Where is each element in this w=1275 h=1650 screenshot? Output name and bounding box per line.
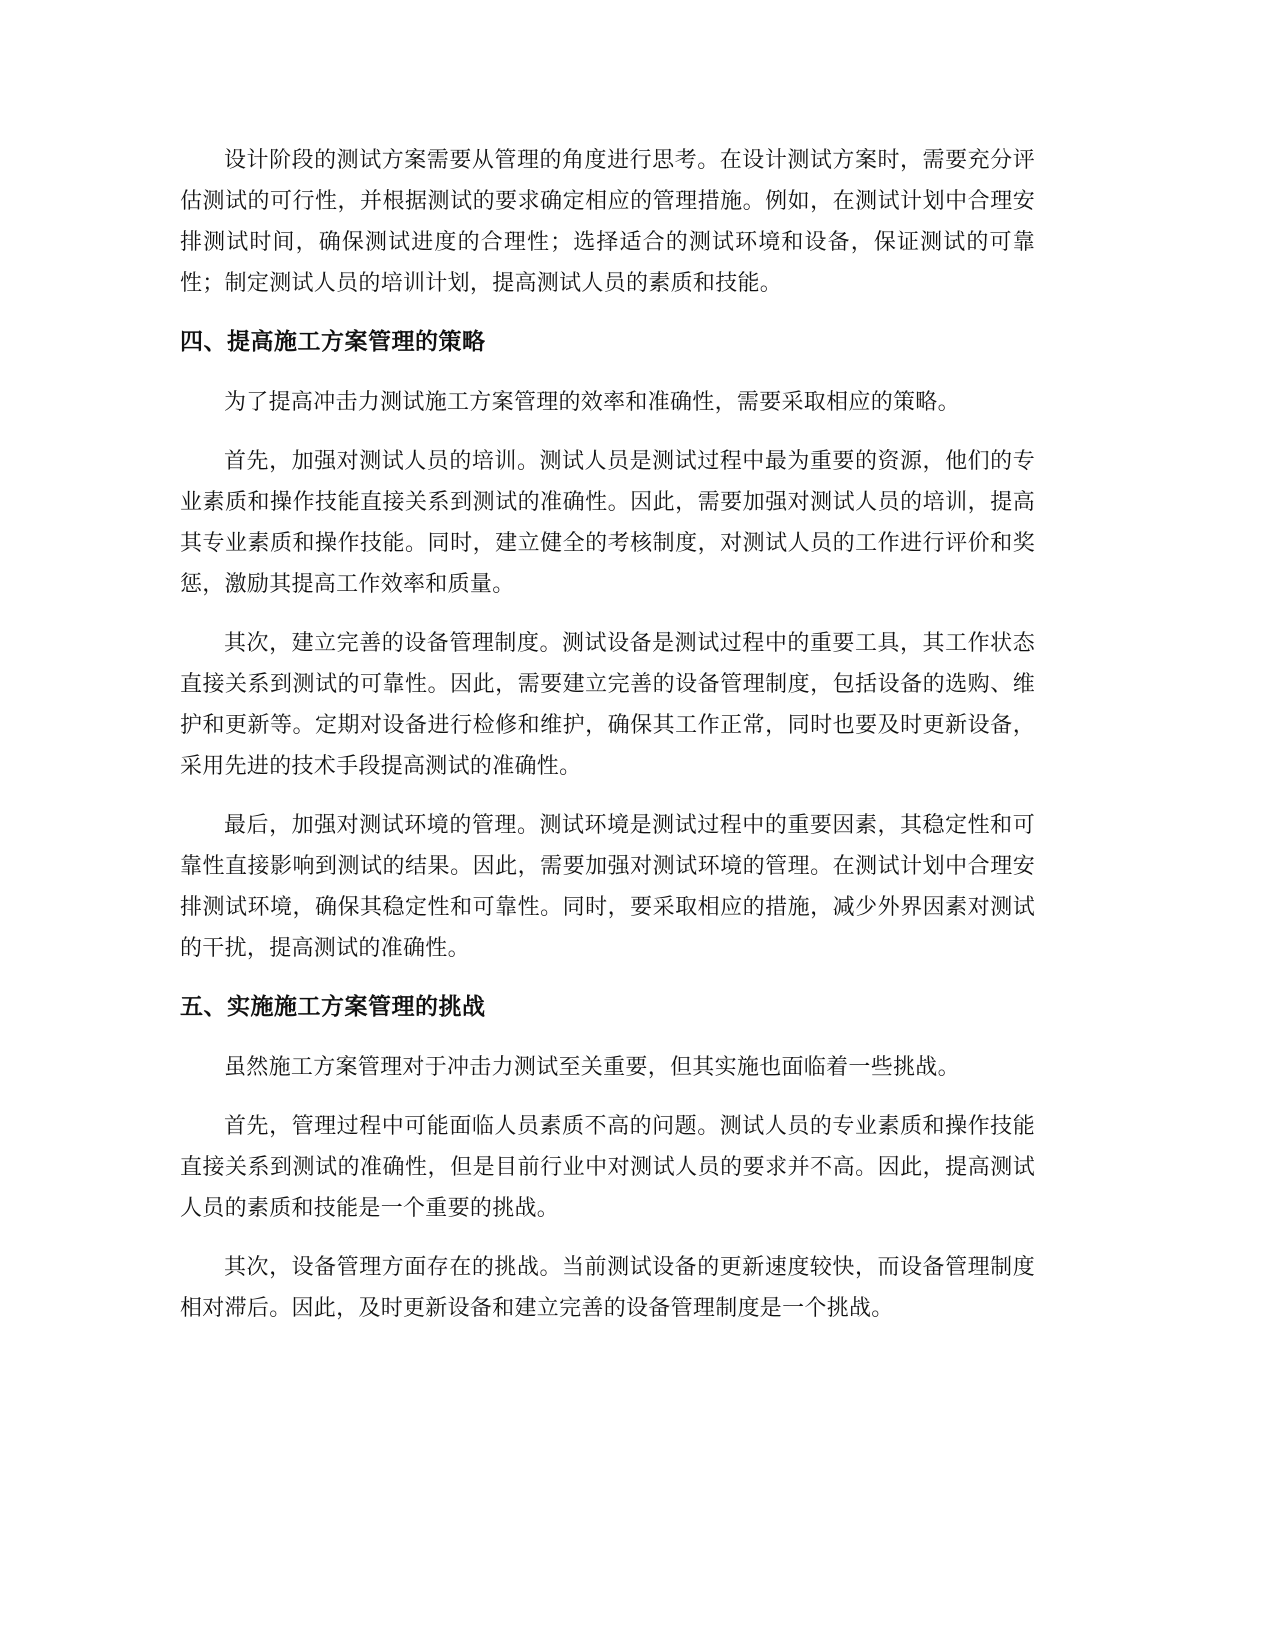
- section-heading-strategies: 四、提高施工方案管理的策略: [180, 329, 486, 355]
- paragraph-equipment-challenge: 其次，设备管理方面存在的挑战。当前测试设备的更新速度较快，而设备管理制度相对滞后。因此，及时更新设备和建立完善的设备管理制度是一个挑战。: [180, 1255, 1035, 1321]
- paragraph-equipment-management: 其次，建立完善的设备管理制度。测试设备是测试过程中的重要工具，其工作状态直接关系到测试的可靠性。因此，需要建立完善的设备管理制度，包括设备的选购、维护和更新等。定期对设备进行检修和维护，确保其工作正常，同时也要及时更新设备，采用先进的技术手段提高测试的准确性。: [180, 631, 1035, 779]
- paragraph-personnel-challenge: 首先，管理过程中可能面临人员素质不高的问题。测试人员的专业素质和操作技能直接关系到测试的准确性，但是目前行业中对测试人员的要求并不高。因此，提高测试人员的素质和技能是一个重要的挑战。: [180, 1114, 1035, 1221]
- paragraph-strategies-intro: 为了提高冲击力测试施工方案管理的效率和准确性，需要采取相应的策略。: [224, 390, 960, 415]
- paragraph-personnel-training: 首先，加强对测试人员的培训。测试人员是测试过程中最为重要的资源，他们的专业素质和操作技能直接关系到测试的准确性。因此，需要加强对测试人员的培训，提高其专业素质和操作技能。同时，建立健全的考核制度，对测试人员的工作进行评价和奖惩，激励其提高工作效率和质量。: [180, 449, 1035, 597]
- document-page: [180, 140, 1035, 1347]
- paragraph-test-plan-design: 设计阶段的测试方案需要从管理的角度进行思考。在设计测试方案时，需要充分评估测试的可行性，并根据测试的要求确定相应的管理措施。例如，在测试计划中合理安排测试时间，确保测试进度的合理性；选择适合的测试环境和设备，保证测试的可靠性；制定测试人员的培训计划，提高测试人员的素质和技能。: [180, 148, 1035, 296]
- paragraph-challenges-intro: 虽然施工方案管理对于冲击力测试至关重要，但其实施也面临着一些挑战。: [224, 1055, 960, 1080]
- section-heading-challenges: 五、实施施工方案管理的挑战: [180, 994, 486, 1020]
- paragraph-environment-management: 最后，加强对测试环境的管理。测试环境是测试过程中的重要因素，其稳定性和可靠性直接影响到测试的结果。因此，需要加强对测试环境的管理。在测试计划中合理安排测试环境，确保其稳定性和可靠性。同时，要采取相应的措施，减少外界因素对测试的干扰，提高测试的准确性。: [180, 813, 1035, 961]
